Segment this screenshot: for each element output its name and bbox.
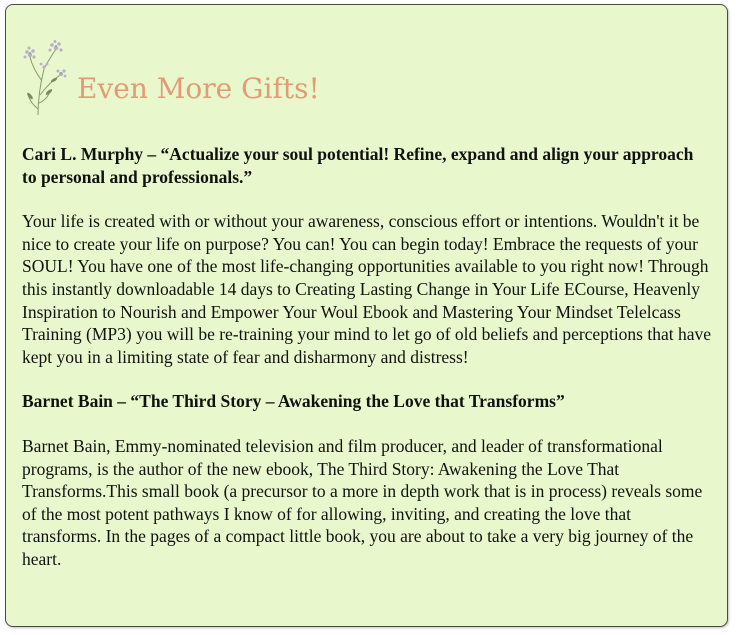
gift-title: Barnet Bain – “The Third Story – Awakening the Love that Transforms” xyxy=(22,391,565,412)
gift-item xyxy=(22,390,712,570)
wildflower-icon xyxy=(22,39,82,117)
gift-description: Your life is created with or without your awareness, conscious effort or intentions. Wouldn't it be nice to create your life on purpose? You can! You can begin today! Embrace the requests of your SOUL! You have one of the most life-changing opportunities available to you right now! Through this instantly downloadable 14 days to Creating Lasting Change in Your Life ECourse, Heavenly Inspiration to Nourish and Empower Your Woul Ebook and Mastering Your Mindset Telelcass Training (MP3) you will be re-training your mind to let go of old beliefs and perceptions that have kept you in a limiting state of fear and disharmony and distress! xyxy=(22,211,712,367)
gifts-panel xyxy=(5,4,728,627)
section-header xyxy=(22,39,422,119)
section-heading: Even More Gifts! xyxy=(77,72,320,105)
gifts-list xyxy=(22,143,712,593)
gift-title: Cari L. Murphy – “Actualize your soul potential! Refine, expand and align your approach to personal and professionals.” xyxy=(22,144,694,187)
gift-description: Barnet Bain, Emmy-nominated television and film producer, and leader of transformational programs, is the author of the new ebook, The Third Story: Awakening the Love That Transforms.This small book (a precursor to a more in depth work that is in process) reveals some of the most potent pathways I know of for allowing, inviting, and creating the love that transforms. In the pages of a compact little book, you are about to take a very big journey of the heart. xyxy=(22,435,703,569)
gift-item xyxy=(22,143,712,368)
